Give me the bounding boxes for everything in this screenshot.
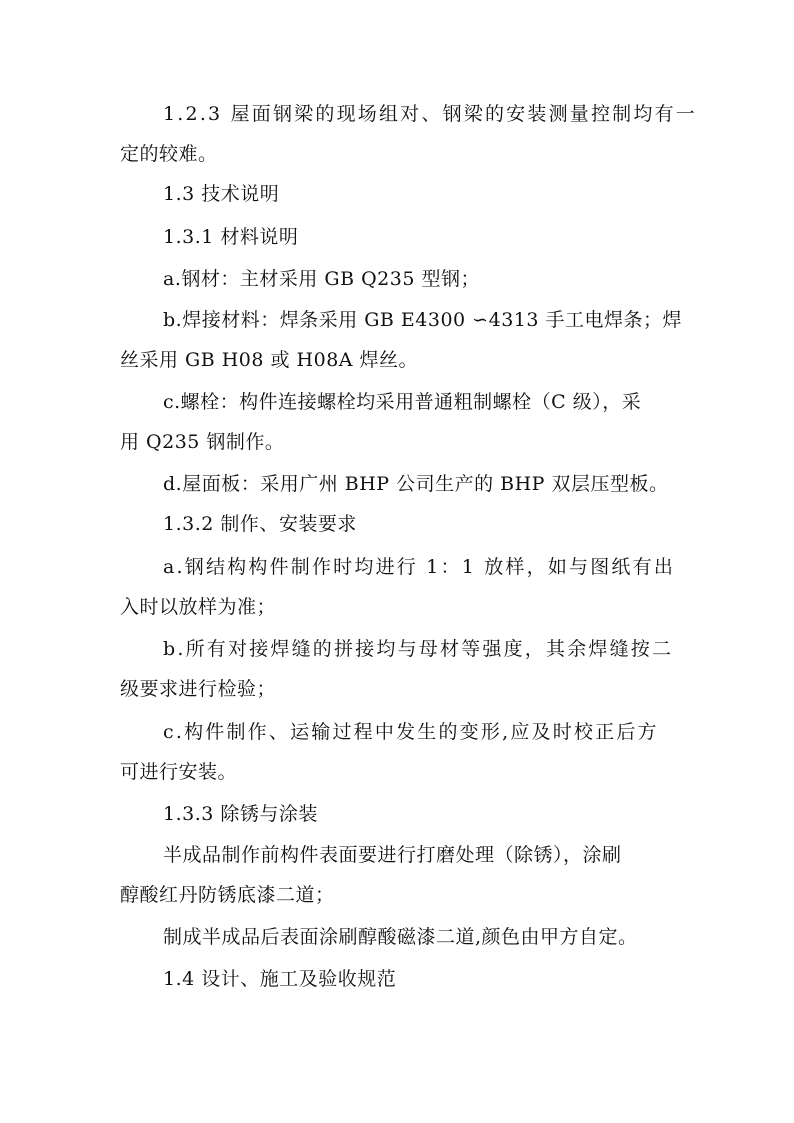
paragraph-line: 半成品制作前构件表面要进行打磨处理（除锈），涂刷 <box>163 844 622 866</box>
subsection-heading: 1.3.3 除锈与涂装 <box>163 803 318 825</box>
paragraph-line: a.钢结构构件制作时均进行 1：1 放样，如与图纸有出 <box>163 556 676 578</box>
paragraph-line: 1.2.3 屋面钢梁的现场组对、钢梁的安装测量控制均有一 <box>163 103 697 125</box>
paragraph-line: c.螺栓：构件连接螺栓均采用普通粗制螺栓（C 级），采 <box>163 391 642 413</box>
paragraph-line: 醇酸红丹防锈底漆二道； <box>120 884 335 906</box>
paragraph-line: 入时以放样为准； <box>120 596 277 618</box>
paragraph-line: d.屋面板：采用广州 BHP 公司生产的 BHP 双层压型板。 <box>163 473 669 495</box>
paragraph-line: 级要求进行检验； <box>120 678 277 700</box>
paragraph-line: 定的较难。 <box>120 143 218 165</box>
paragraph-line: b.焊接材料：焊条采用 GB E4300 ∽4313 手工电焊条；焊 <box>163 309 682 331</box>
paragraph-line: c.构件制作、运输过程中发生的变形,应及时校正后方 <box>163 721 659 743</box>
subsection-heading: 1.3.2 制作、安装要求 <box>163 513 357 535</box>
paragraph-line: 可进行安装。 <box>120 761 238 783</box>
section-heading: 1.4 设计、施工及验收规范 <box>163 968 397 990</box>
section-heading: 1.3 技术说明 <box>163 183 280 205</box>
paragraph-line: 丝采用 GB H08 或 H08A 焊丝。 <box>120 349 419 371</box>
paragraph-line: 用 Q235 钢制作。 <box>120 431 285 453</box>
paragraph-line: 制成半成品后表面涂刷醇酸磁漆二道,颜色由甲方自定。 <box>163 926 638 948</box>
paragraph-line: a.钢材：主材采用 GB Q235 型钢； <box>163 268 480 290</box>
subsection-heading: 1.3.1 材料说明 <box>163 226 299 248</box>
paragraph-line: b.所有对接焊缝的拼接均与母材等强度，其余焊缝按二 <box>163 638 674 660</box>
